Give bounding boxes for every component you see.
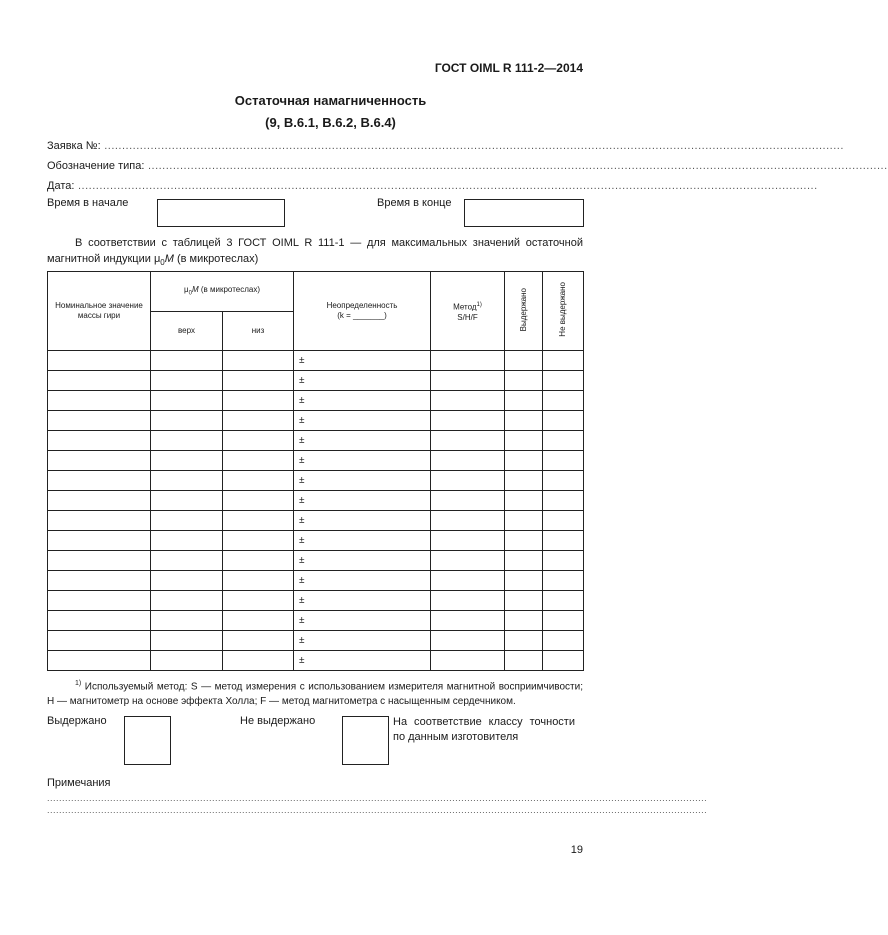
header-method-footnote-mark: 1) [476, 302, 482, 308]
cell-nominal[interactable] [48, 471, 151, 491]
cell-nominal[interactable] [48, 431, 151, 451]
header-failed [543, 272, 584, 351]
cell-upper[interactable] [151, 551, 223, 571]
cell-upper[interactable] [151, 571, 223, 591]
header-m-symbol: M [191, 284, 199, 294]
cell-upper[interactable] [151, 511, 223, 531]
header-lower-text: низ [251, 326, 265, 335]
cell-lower[interactable] [223, 351, 294, 371]
cell-passed[interactable] [505, 611, 543, 631]
intro-mu-symbol: μ [153, 253, 161, 265]
cell-upper[interactable] [151, 391, 223, 411]
cell-lower[interactable] [223, 531, 294, 551]
cell-method[interactable] [431, 431, 505, 451]
cell-upper[interactable] [151, 451, 223, 471]
type-designation-field[interactable] [47, 160, 888, 172]
table-row [48, 411, 584, 431]
cell-lower[interactable] [223, 471, 294, 491]
cell-lower[interactable] [223, 651, 294, 671]
notes-label: Примечания [47, 777, 111, 789]
table-row [48, 551, 584, 571]
cell-passed[interactable] [505, 451, 543, 471]
table-row [48, 511, 584, 531]
table-row [48, 391, 584, 411]
table-row [48, 351, 584, 371]
cell-failed[interactable] [543, 531, 584, 551]
cell-method[interactable] [431, 391, 505, 411]
cell-failed[interactable] [543, 611, 584, 631]
cell-method[interactable] [431, 471, 505, 491]
cell-method[interactable] [431, 591, 505, 611]
cell-upper[interactable] [151, 491, 223, 511]
cell-failed[interactable] [543, 471, 584, 491]
table-row [48, 471, 584, 491]
table-row [48, 651, 584, 671]
cell-passed[interactable] [505, 651, 543, 671]
cell-method[interactable] [431, 371, 505, 391]
cell-nominal[interactable] [48, 531, 151, 551]
cell-uncertainty[interactable]: ± [294, 411, 431, 431]
cell-lower[interactable] [223, 591, 294, 611]
cell-nominal[interactable] [48, 571, 151, 591]
cell-failed[interactable] [543, 431, 584, 451]
intro-unit: (в микротеслах) [176, 253, 259, 265]
notes-line-1[interactable]: ............................................................................................................................................................................................................................ [47, 793, 708, 803]
date-dots: ................................................................................................................................................................................................................ [74, 180, 818, 192]
cell-lower[interactable] [223, 431, 294, 451]
cell-uncertainty[interactable]: ± [294, 651, 431, 671]
cell-lower[interactable] [223, 451, 294, 471]
notes-line-2[interactable]: ............................................................................................................................................................................................................................ [47, 805, 708, 815]
cell-uncertainty[interactable]: ± [294, 631, 431, 651]
intro-m-symbol: M [164, 253, 174, 265]
cell-failed[interactable] [543, 591, 584, 611]
request-number-dots: ................................................................................................................................................................................................................ [100, 140, 844, 152]
cell-failed[interactable] [543, 631, 584, 651]
cell-method[interactable] [431, 631, 505, 651]
page-number: 19 [570, 844, 583, 856]
header-method-text: Метод [453, 302, 477, 312]
cell-method[interactable] [431, 491, 505, 511]
cell-passed[interactable] [505, 531, 543, 551]
cell-uncertainty[interactable]: ± [294, 491, 431, 511]
cell-nominal[interactable] [48, 611, 151, 631]
cell-nominal[interactable] [48, 351, 151, 371]
cell-lower[interactable] [223, 631, 294, 651]
header-mu-symbol: μ [184, 284, 189, 294]
header-lower [223, 312, 294, 351]
cell-passed[interactable] [505, 631, 543, 651]
cell-method[interactable] [431, 411, 505, 431]
cell-method[interactable] [431, 531, 505, 551]
page-subtitle: (9, B.6.1, B.6.2, B.6.4) [265, 115, 396, 130]
cell-upper[interactable] [151, 351, 223, 371]
cell-passed[interactable] [505, 431, 543, 451]
cell-failed[interactable] [543, 491, 584, 511]
header-mu-subscript: 0 [188, 290, 192, 297]
cell-passed[interactable] [505, 411, 543, 431]
cell-passed[interactable] [505, 511, 543, 531]
cell-upper[interactable] [151, 471, 223, 491]
cell-uncertainty[interactable]: ± [294, 351, 431, 371]
request-number-field[interactable] [47, 140, 844, 152]
table-row [48, 611, 584, 631]
cell-upper[interactable] [151, 531, 223, 551]
request-number-label: Заявка №: [47, 140, 101, 152]
cell-lower[interactable] [223, 491, 294, 511]
cell-upper[interactable] [151, 591, 223, 611]
cell-uncertainty[interactable]: ± [294, 431, 431, 451]
cell-method[interactable] [431, 651, 505, 671]
cell-passed[interactable] [505, 571, 543, 591]
header-failed-text: Не выдержано [558, 282, 567, 337]
cell-failed[interactable] [543, 551, 584, 571]
table-row [48, 591, 584, 611]
table-row [48, 491, 584, 511]
header-upper-text: верх [178, 326, 195, 335]
table-row [48, 631, 584, 651]
cell-failed[interactable] [543, 511, 584, 531]
time-end-label: Время в конце [377, 197, 452, 209]
cell-lower[interactable] [223, 551, 294, 571]
cell-method[interactable] [431, 551, 505, 571]
cell-passed[interactable] [505, 471, 543, 491]
cell-upper[interactable] [151, 371, 223, 391]
header-uncertainty-k: (k = _______) [337, 311, 387, 320]
header-upper [151, 312, 223, 351]
table-row [48, 571, 584, 591]
cell-nominal[interactable] [48, 551, 151, 571]
cell-failed[interactable] [543, 451, 584, 471]
passed-label: Выдержано [47, 715, 107, 727]
cell-failed[interactable] [543, 411, 584, 431]
table-row [48, 431, 584, 451]
class-conformity-label: На соответствие классу точности по данным изготовителя [393, 716, 575, 743]
cell-method[interactable] [431, 451, 505, 471]
cell-passed[interactable] [505, 391, 543, 411]
standard-code: ГОСТ OIML R 111-2—2014 [434, 61, 583, 75]
cell-method[interactable] [431, 611, 505, 631]
cell-passed[interactable] [505, 351, 543, 371]
cell-nominal[interactable] [48, 451, 151, 471]
time-start-box[interactable] [157, 199, 285, 227]
cell-uncertainty[interactable]: ± [294, 391, 431, 411]
cell-upper[interactable] [151, 631, 223, 651]
cell-lower[interactable] [223, 611, 294, 631]
cell-method[interactable] [431, 351, 505, 371]
cell-failed[interactable] [543, 571, 584, 591]
header-method-codes: S/H/F [457, 312, 478, 322]
failed-checkbox[interactable] [342, 716, 389, 765]
cell-nominal[interactable] [48, 511, 151, 531]
cell-passed[interactable] [505, 591, 543, 611]
cell-failed[interactable] [543, 351, 584, 371]
table-row [48, 531, 584, 551]
cell-uncertainty[interactable]: ± [294, 511, 431, 531]
cell-upper[interactable] [151, 431, 223, 451]
intro-mu-subscript: 0 [160, 258, 165, 268]
cell-uncertainty[interactable]: ± [294, 551, 431, 571]
cell-method[interactable] [431, 511, 505, 531]
header-nominal-mass [48, 272, 151, 351]
header-mu-m [151, 272, 294, 312]
cell-lower[interactable] [223, 511, 294, 531]
cell-upper[interactable] [151, 651, 223, 671]
page-title: Остаточная намагниченность [234, 93, 427, 108]
table-row [48, 451, 584, 471]
cell-upper[interactable] [151, 411, 223, 431]
cell-lower[interactable] [223, 371, 294, 391]
cell-failed[interactable] [543, 371, 584, 391]
cell-nominal[interactable] [48, 391, 151, 411]
date-field[interactable] [47, 180, 818, 192]
cell-method[interactable] [431, 571, 505, 591]
cell-nominal[interactable] [48, 371, 151, 391]
header-mu-unit: (в микротеслах) [200, 284, 260, 294]
type-designation-dots: ................................................................................................................................................................................................................ [144, 160, 888, 172]
intro-paragraph [47, 235, 583, 271]
header-uncertainty-text: Неопределенность [326, 301, 398, 310]
cell-uncertainty[interactable]: ± [294, 591, 431, 611]
passed-checkbox[interactable] [124, 716, 171, 765]
footnote [47, 676, 583, 709]
cell-lower[interactable] [223, 391, 294, 411]
cell-nominal[interactable] [48, 631, 151, 651]
cell-nominal[interactable] [48, 651, 151, 671]
cell-uncertainty[interactable]: ± [294, 471, 431, 491]
cell-passed[interactable] [505, 371, 543, 391]
table-row [48, 371, 584, 391]
cell-lower[interactable] [223, 411, 294, 431]
cell-passed[interactable] [505, 551, 543, 571]
cell-uncertainty[interactable]: ± [294, 611, 431, 631]
time-start-label: Время в начале [47, 197, 129, 209]
magnetization-table [47, 271, 584, 671]
footnote-text: Используемый метод: S — метод измерения с использованием измерителя магнитной восприимчивости; H — магнитометр на основе эффекта Холла; F — метод магнитометра с насыщенным сердечником. [47, 681, 583, 708]
cell-nominal[interactable] [48, 491, 151, 511]
type-designation-label: Обозначение типа: [47, 160, 145, 172]
header-passed [505, 272, 543, 351]
cell-failed[interactable] [543, 391, 584, 411]
cell-nominal[interactable] [48, 411, 151, 431]
cell-lower[interactable] [223, 571, 294, 591]
failed-label: Не выдержано [240, 715, 316, 727]
cell-passed[interactable] [505, 491, 543, 511]
cell-nominal[interactable] [48, 591, 151, 611]
cell-uncertainty[interactable]: ± [294, 371, 431, 391]
cell-upper[interactable] [151, 611, 223, 631]
intro-text: В соответствии с таблицей 3 ГОСТ OIML R 111-1 — для максимальных значений остаточной магнитной индукции [47, 237, 583, 265]
header-nominal-mass-text: Номинальное значение массы гири [55, 301, 143, 320]
header-uncertainty [294, 272, 431, 351]
cell-uncertainty[interactable]: ± [294, 571, 431, 591]
cell-uncertainty[interactable]: ± [294, 531, 431, 551]
cell-failed[interactable] [543, 651, 584, 671]
date-label: Дата: [47, 180, 75, 192]
footnote-mark: 1) [75, 680, 82, 687]
time-end-box[interactable] [464, 199, 584, 227]
header-passed-text: Выдержано [518, 287, 528, 332]
cell-uncertainty[interactable]: ± [294, 451, 431, 471]
header-method [431, 272, 505, 351]
